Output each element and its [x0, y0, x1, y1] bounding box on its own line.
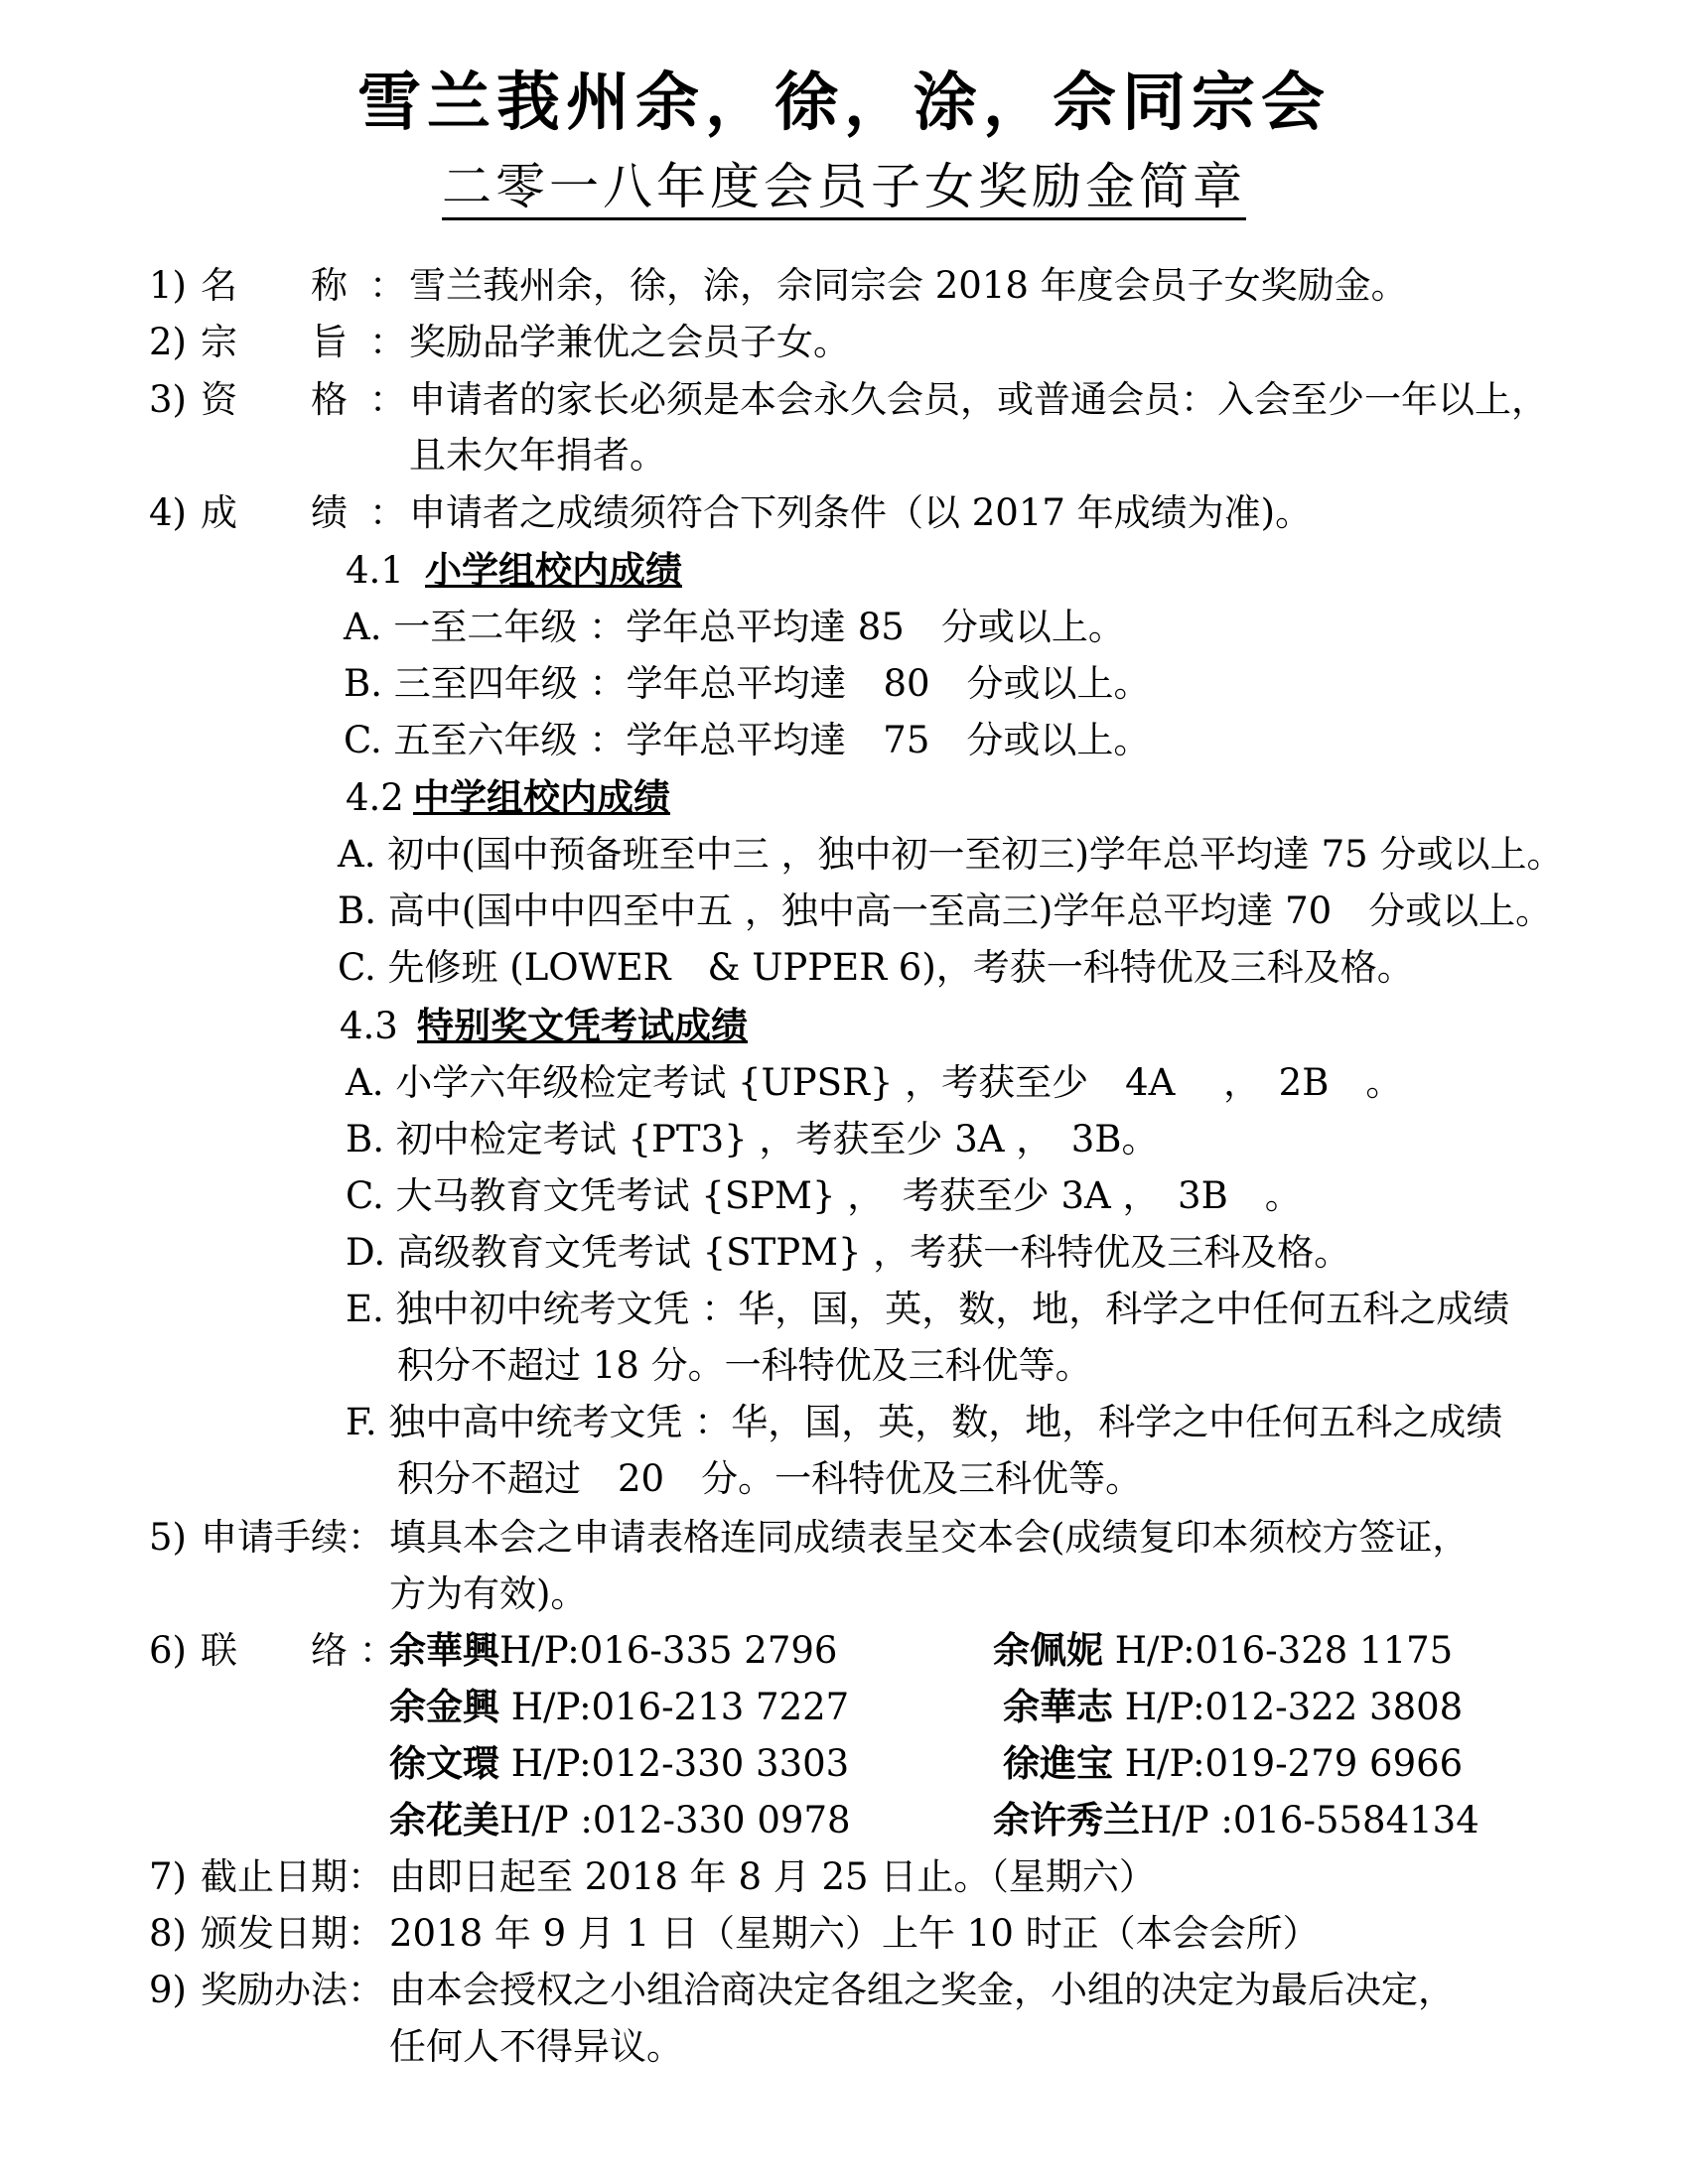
section-4-3-row-e: E. 独中初中统考文凭 ：华，国，英，数，地，科学之中任何五科之成绩	[346, 1288, 1510, 1330]
contact-name: 徐文環	[389, 1742, 499, 1785]
section-4-3-row-f: F. 独中高中统考文凭 ：华，国，英，数，地，科学之中任何五科之成绩	[346, 1401, 1503, 1443]
item-1-label: 名 称	[201, 264, 348, 307]
contact-name: 余華志	[1003, 1686, 1113, 1728]
section-4-1-title: 小学组校内成绩	[425, 549, 682, 592]
section-4-3-row-c: C. 大马教育文凭考试 {SPM} ， 考获至少 3A ， 3B 。	[346, 1174, 1302, 1217]
section-4-2-number: 4.2	[346, 776, 404, 819]
item-4-number: 4)	[149, 491, 187, 534]
contact-phone: H/P:019-279 6966	[1113, 1742, 1464, 1785]
item-5-number: 5)	[149, 1516, 187, 1559]
item-5-label: 申请手续：	[201, 1516, 384, 1559]
item-1-number: 1)	[149, 264, 187, 307]
document-subtitle: 二零一八年度会员子女奖励金简章	[0, 147, 1688, 218]
section-4-1-row-c: C. 五至六年级 ：学年总平均達 75 分或以上。	[344, 719, 1151, 761]
contact-phone: H/P:016-328 1175	[1103, 1629, 1454, 1672]
item-3-text: 申请者的家长必须是本会永久会员，或普通会员：入会至少一年以上，	[409, 378, 1548, 421]
item-2-text: 奖励品学兼优之会员子女。	[409, 321, 850, 363]
document-title: 雪兰莪州余，徐，涂，佘同宗会	[357, 67, 1331, 140]
item-3-text-cont: 且未欠年捐者。	[409, 434, 666, 477]
contact-entry	[993, 1629, 1453, 1673]
section-4-2-row-b: B. 高中(国中中四至中五 ，独中高一至高三)学年总平均達 70 分或以上。	[338, 889, 1553, 932]
item-2-sep: ：	[369, 321, 406, 363]
item-4-sep: ：	[369, 491, 406, 534]
item-3-number: 3)	[149, 378, 187, 421]
contact-name: 余華興	[389, 1629, 499, 1672]
item-4-text: 申请者之成绩须符合下列条件（以 2017 年成绩为准)。	[409, 491, 1313, 534]
item-8-label: 颁发日期：	[201, 1912, 384, 1955]
contact-name: 余许秀兰	[993, 1799, 1140, 1842]
item-9-label: 奖励办法：	[201, 1969, 384, 2011]
item-5-text-cont: 方为有效)。	[389, 1572, 588, 1615]
contact-phone: H/P :016-5584134	[1140, 1799, 1479, 1842]
item-4-label: 成 绩	[201, 491, 348, 534]
item-1-sep: ：	[369, 264, 406, 307]
contact-phone: H/P:012-322 3808	[1113, 1686, 1464, 1728]
contact-phone: H/P:016-335 2796	[499, 1629, 838, 1672]
item-8-number: 8)	[149, 1912, 187, 1955]
item-1-text: 雪兰莪州余，徐，涂，佘同宗会 2018 年度会员子女奖励金。	[409, 264, 1408, 307]
item-9-text-cont: 任何人不得异议。	[389, 2025, 683, 2068]
contact-entry	[389, 1742, 849, 1786]
contact-entry	[389, 1799, 851, 1843]
item-6-label: 联 络 ：	[201, 1629, 396, 1672]
item-8-text: 2018 年 9 月 1 日（星期六）上午 10 时正（本会会所）	[389, 1912, 1320, 1955]
contact-entry	[389, 1629, 837, 1673]
contact-entry	[1003, 1742, 1463, 1786]
contact-name: 余花美	[389, 1799, 499, 1842]
item-7-text: 由即日起至 2018 年 8 月 25 日止。（星期六）	[389, 1855, 1156, 1898]
contact-name: 余金興	[389, 1686, 499, 1728]
section-4-3-row-a: A. 小学六年级检定考试 {UPSR} ，考获至少 4A ， 2B 。	[346, 1061, 1403, 1104]
contact-phone: H/P:016-213 7227	[499, 1686, 850, 1728]
section-4-2-row-a: A. 初中(国中预备班至中三 ，独中初一至初三)学年总平均達 75 分或以上。	[338, 833, 1564, 876]
item-7-number: 7)	[149, 1855, 187, 1898]
contact-entry	[1003, 1686, 1463, 1729]
contact-entry	[389, 1686, 849, 1729]
contact-name: 余佩妮	[993, 1629, 1103, 1672]
item-2-number: 2)	[149, 321, 187, 363]
section-4-3-row-b: B. 初中检定考试 {PT3} ，考获至少 3A ， 3B。	[346, 1118, 1159, 1160]
section-4-1-number: 4.1	[346, 549, 404, 592]
item-6-number: 6)	[149, 1629, 187, 1672]
section-4-2-row-c: C. 先修班 (LOWER & UPPER 6)，考获一科特优及三科及格。	[338, 946, 1414, 989]
contact-name: 徐進宝	[1003, 1742, 1113, 1785]
section-4-3-row-e-cont: 积分不超过 18 分。一科特优及三科优等。	[397, 1344, 1092, 1387]
item-9-text: 由本会授权之小组洽商决定各组之奖金，小组的决定为最后决定，	[389, 1969, 1455, 2011]
section-4-3-title: 特别奖文凭考试成绩	[417, 1005, 748, 1047]
section-4-3-number: 4.3	[340, 1005, 398, 1047]
section-4-1-row-b: B. 三至四年级 ：学年总平均達 80 分或以上。	[344, 662, 1151, 705]
section-4-3-row-d: D. 高级教育文凭考试 {STPM} ，考获一科特优及三科及格。	[346, 1231, 1351, 1274]
contact-entry	[993, 1799, 1479, 1843]
contact-phone: H/P :012-330 0978	[499, 1799, 851, 1842]
item-7-label: 截止日期：	[201, 1855, 384, 1898]
section-4-3-row-f-cont: 积分不超过 20 分。一科特优及三科优等。	[397, 1457, 1143, 1500]
item-5-text: 填具本会之申请表格连同成绩表呈交本会(成绩复印本须校方签证，	[389, 1516, 1470, 1559]
item-3-label: 资 格	[201, 378, 348, 421]
item-3-sep: ：	[369, 378, 406, 421]
item-9-number: 9)	[149, 1969, 187, 2011]
section-4-1-row-a: A. 一至二年级 ：学年总平均達 85 分或以上。	[344, 606, 1125, 648]
section-4-2-title: 中学组校内成绩	[413, 776, 670, 819]
item-2-label: 宗 旨	[201, 321, 348, 363]
contact-phone: H/P:012-330 3303	[499, 1742, 850, 1785]
